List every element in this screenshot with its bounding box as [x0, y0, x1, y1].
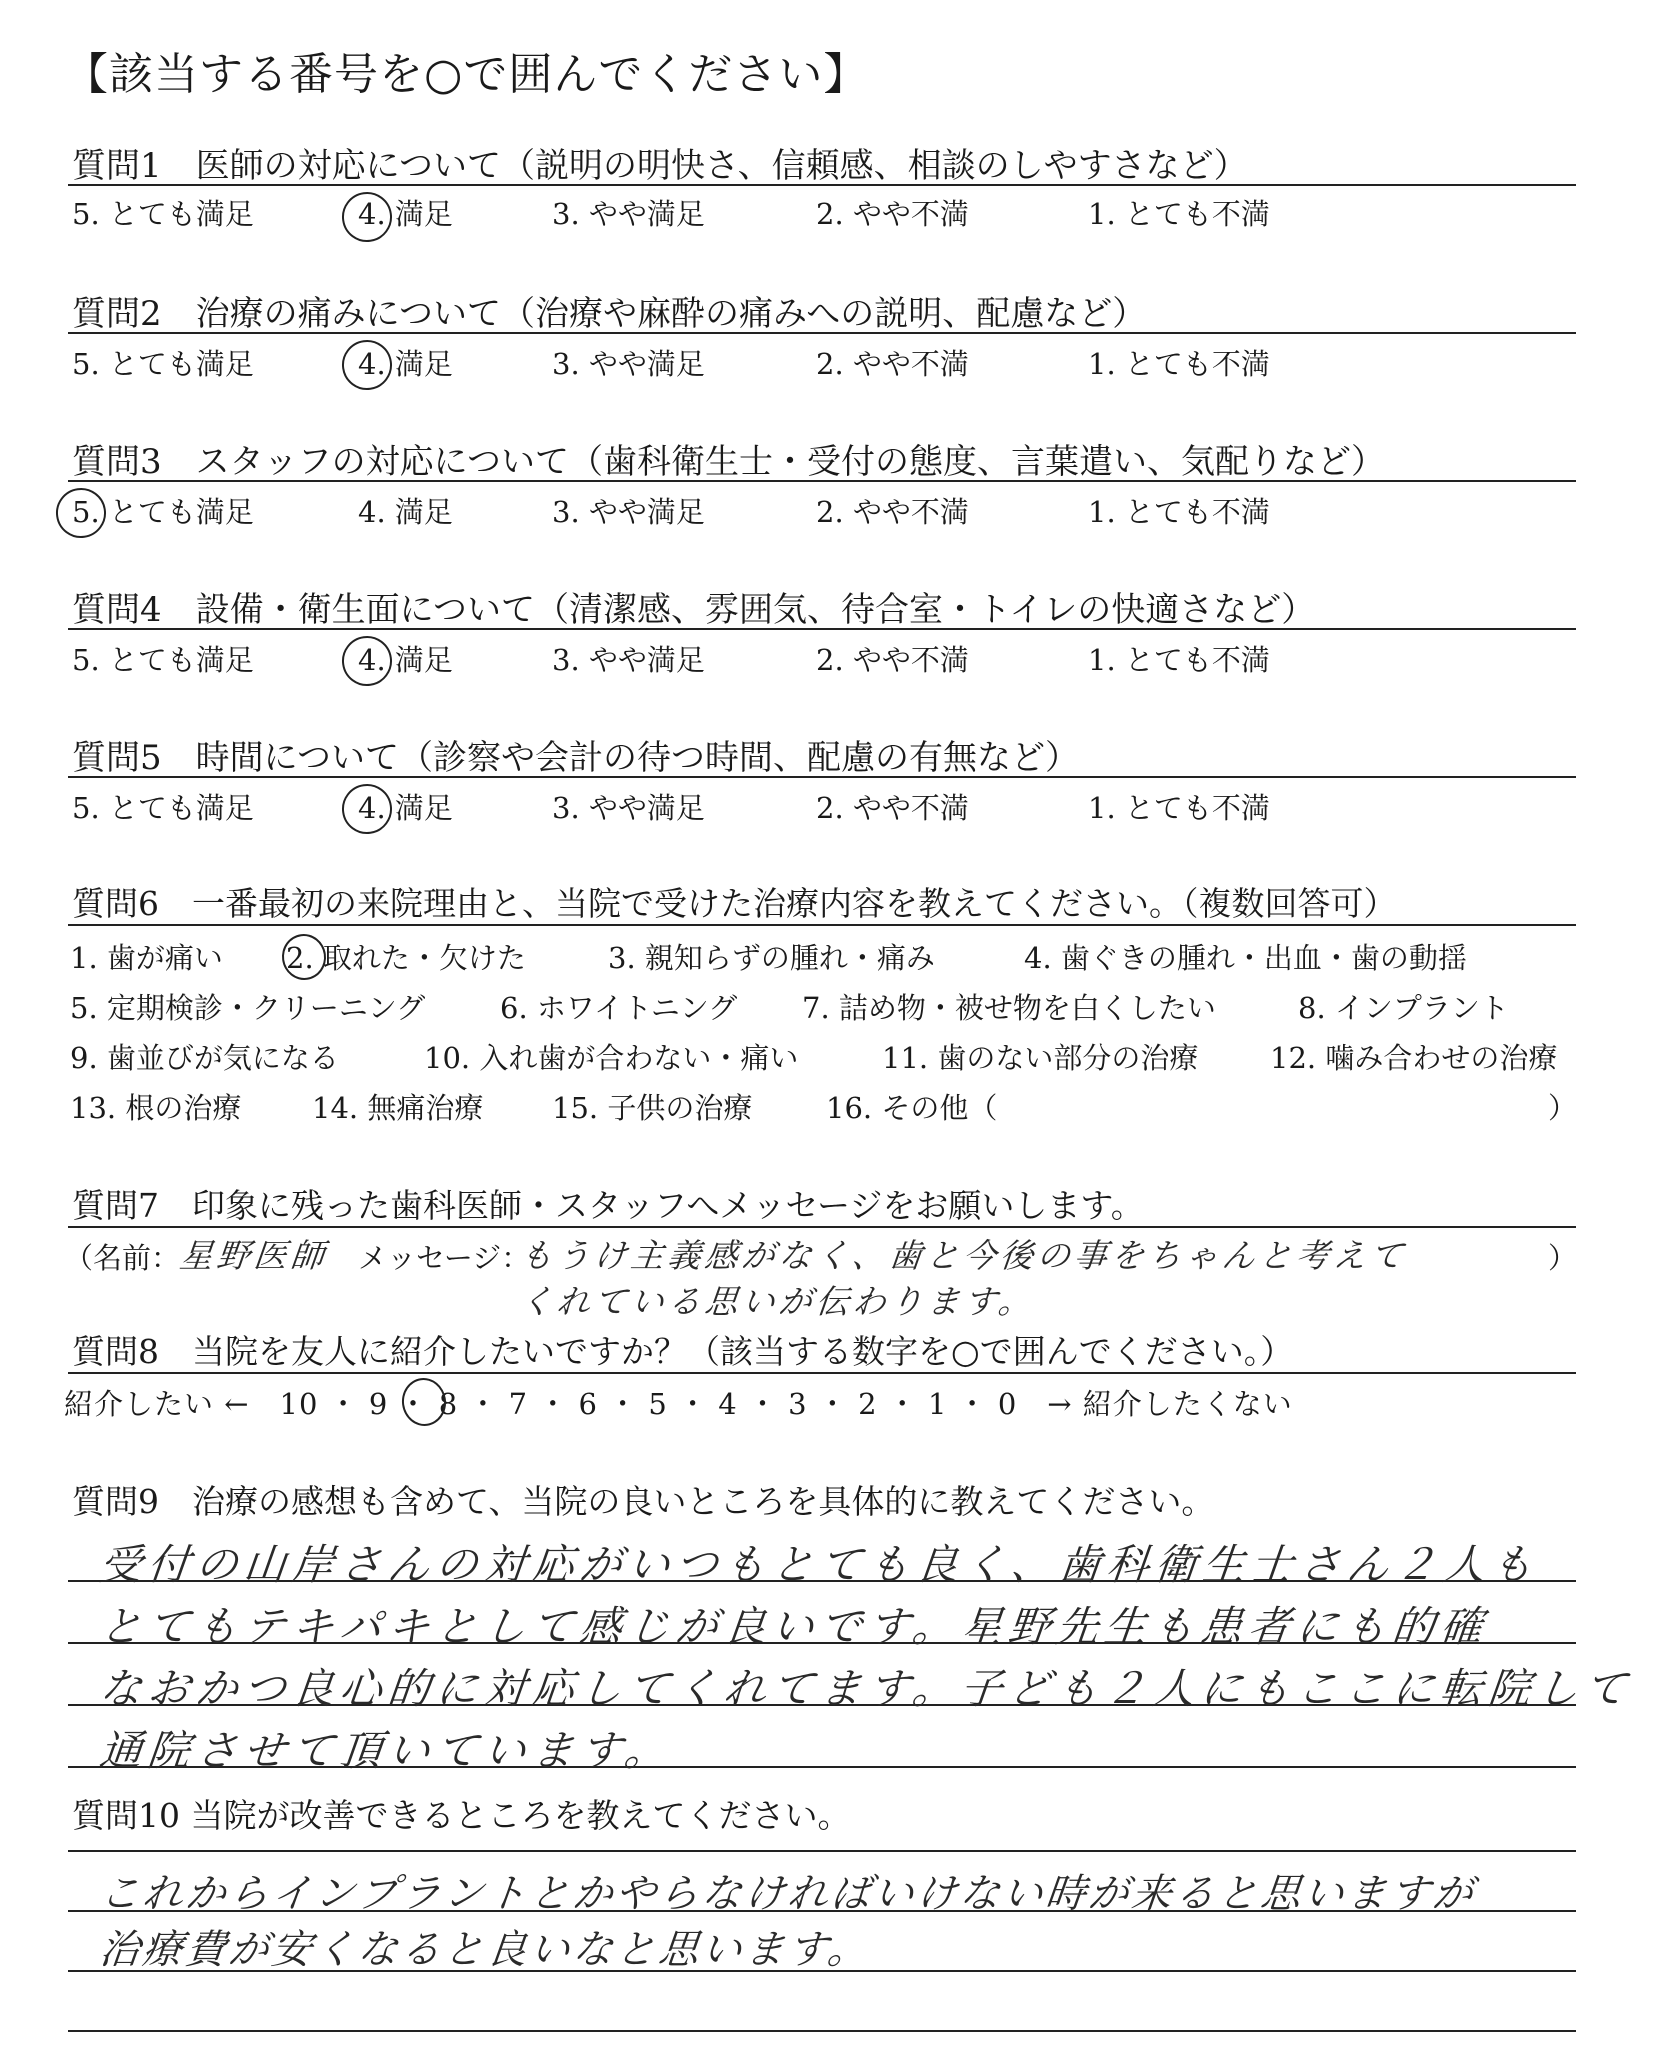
question-4-heading: 質問4 設備・衛生面について（清潔感、雰囲気、待合室・トイレの快適さなど） — [72, 590, 1316, 630]
question-6-rule — [68, 924, 1576, 926]
q1-option-3[interactable]: 3. やや満足 — [552, 197, 705, 231]
q5-option-2[interactable]: 2. やや不満 — [816, 791, 969, 825]
q4-option-1[interactable]: 1. とても不満 — [1088, 643, 1270, 677]
q4-option-3[interactable]: 3. やや満足 — [552, 643, 705, 677]
form-title: 【該当する番号を○で囲んでください】 — [64, 49, 869, 100]
q6-option-12[interactable]: 12. 噛み合わせの治療 — [1270, 1041, 1558, 1075]
q3-option-5[interactable]: 5. とても満足 — [72, 495, 254, 529]
question-3-heading: 質問3 スタッフの対応について（歯科衛生士・受付の態度、言葉遣い、気配りなど） — [72, 442, 1385, 482]
question-4-rule — [68, 628, 1576, 630]
q3-option-4[interactable]: 4. 満足 — [358, 495, 453, 529]
q6-option-3[interactable]: 3. 親知らずの腫れ・痛み — [608, 941, 935, 975]
q6-option-16[interactable]: 16. その他（ — [826, 1091, 998, 1125]
q6-option-15[interactable]: 15. 子供の治療 — [552, 1091, 753, 1125]
q5-option-3[interactable]: 3. やや満足 — [552, 791, 705, 825]
q5-option-5[interactable]: 5. とても満足 — [72, 791, 254, 825]
question-10-heading: 質問10 当院が改善できるところを教えてください。 — [72, 1796, 851, 1835]
q6-option-1[interactable]: 1. 歯が痛い — [70, 941, 223, 975]
q1-option-1[interactable]: 1. とても不満 — [1088, 197, 1270, 231]
question-5-rule — [68, 776, 1576, 778]
q7-message-label: メッセージ： — [358, 1241, 531, 1275]
q7-message-handwritten-1[interactable]: もうけ主義感がなく、歯と今後の事をちゃんと考えて — [517, 1236, 1410, 1275]
q6-option-14[interactable]: 14. 無痛治療 — [312, 1091, 484, 1125]
q5-option-4[interactable]: 4. 満足 — [358, 791, 453, 825]
q4-option-2[interactable]: 2. やや不満 — [816, 643, 969, 677]
q10-answer-line-2[interactable]: 治療費が安くなると良いなと思います。 — [97, 1927, 873, 1973]
question-2-rule — [68, 332, 1576, 334]
q4-option-4[interactable]: 4. 満足 — [358, 643, 453, 677]
q6-option-4[interactable]: 4. 歯ぐきの腫れ・出血・歯の動揺 — [1024, 941, 1467, 975]
q2-option-2[interactable]: 2. やや不満 — [816, 347, 969, 381]
question-3-rule — [68, 480, 1576, 482]
q9-answer-line-3[interactable]: なおかつ良心的に対応してくれてます。子ども２人にもここに転院して — [97, 1664, 1635, 1713]
q2-option-1[interactable]: 1. とても不満 — [1088, 347, 1270, 381]
question-8-rule — [68, 1372, 1576, 1374]
q10-rule-1 — [68, 1850, 1576, 1852]
q9-answer-line-4[interactable]: 通院させて頂いています。 — [97, 1726, 675, 1775]
q6-option-5[interactable]: 5. 定期検診・クリーニング — [70, 991, 426, 1025]
q3-option-3[interactable]: 3. やや満足 — [552, 495, 705, 529]
q10-rule-4 — [68, 2030, 1576, 2032]
question-1-heading: 質問1 医師の対応について（説明の明快さ、信頼感、相談のしやすさなど） — [72, 146, 1248, 186]
q1-option-2[interactable]: 2. やや不満 — [816, 197, 969, 231]
q6-option-11[interactable]: 11. 歯のない部分の治療 — [882, 1041, 1199, 1075]
q6-option-9[interactable]: 9. 歯並びが気になる — [70, 1041, 339, 1075]
question-7-rule — [68, 1226, 1576, 1228]
question-5-heading: 質問5 時間について（診察や会計の待つ時間、配慮の有無など） — [72, 738, 1079, 778]
question-2-heading: 質問2 治療の痛みについて（治療や麻酔の痛みへの説明、配慮など） — [72, 294, 1147, 334]
question-7-heading: 質問7 印象に残った歯科医師・スタッフへメッセージをお願いします。 — [72, 1186, 1144, 1225]
q9-answer-line-2[interactable]: とてもテキパキとして感じが良いです。星野先生も患者にも的確 — [97, 1602, 1491, 1651]
q8-scale[interactable]: 紹介したい ← 10 ・ 9 ・ 8 ・ 7 ・ 6 ・ 5 ・ 4 ・ 3 ・ 2 ・ 1 ・ 0 → 紹介したくない — [64, 1387, 1293, 1421]
q9-answer-line-1[interactable]: 受付の山岸さんの対応がいつもとても良く、歯科衛生士さん２人も — [97, 1540, 1542, 1589]
q6-option-7[interactable]: 7. 詰め物・被せ物を白くしたい — [802, 991, 1216, 1025]
q10-answer-line-1[interactable]: これからインプラントとかやらなければいけない時が来ると思いますが — [97, 1871, 1479, 1917]
q6-option-2[interactable]: 2. 取れた・欠けた — [286, 941, 526, 975]
question-6-heading: 質問6 一番最初の来院理由と、当院で受けた治療内容を教えてください。（複数回答可） — [72, 884, 1397, 923]
q1-option-4[interactable]: 4. 満足 — [358, 197, 453, 231]
question-9-heading: 質問9 治療の感想も含めて、当院の良いところを具体的に教えてください。 — [72, 1482, 1215, 1521]
q6-option-6[interactable]: 6. ホワイトニング — [500, 991, 738, 1025]
q7-message-handwritten-2[interactable]: くれている思いが伝わります。 — [517, 1282, 1038, 1321]
q7-name-handwritten[interactable]: 星野医師 — [177, 1236, 330, 1275]
question-8-heading: 質問8 当院を友人に紹介したいですか？（該当する数字を○で囲んでください。） — [72, 1332, 1294, 1371]
q4-option-5[interactable]: 5. とても満足 — [72, 643, 254, 677]
q5-option-1[interactable]: 1. とても不満 — [1088, 791, 1270, 825]
q3-option-1[interactable]: 1. とても不満 — [1088, 495, 1270, 529]
q3-option-2[interactable]: 2. やや不満 — [816, 495, 969, 529]
q2-option-4[interactable]: 4. 満足 — [358, 347, 453, 381]
q6-option-8[interactable]: 8. インプラント — [1298, 991, 1509, 1025]
q1-option-5[interactable]: 5. とても満足 — [72, 197, 254, 231]
q2-option-5[interactable]: 5. とても満足 — [72, 347, 254, 381]
q7-name-label: （名前： — [64, 1241, 181, 1275]
q2-option-3[interactable]: 3. やや満足 — [552, 347, 705, 381]
q6-option-10[interactable]: 10. 入れ歯が合わない・痛い — [424, 1041, 799, 1075]
q6-option-13[interactable]: 13. 根の治療 — [70, 1091, 242, 1125]
q6-option-16-close: ） — [1548, 1091, 1578, 1125]
q7-close-paren: ） — [1548, 1241, 1578, 1275]
question-1-rule — [68, 184, 1576, 186]
